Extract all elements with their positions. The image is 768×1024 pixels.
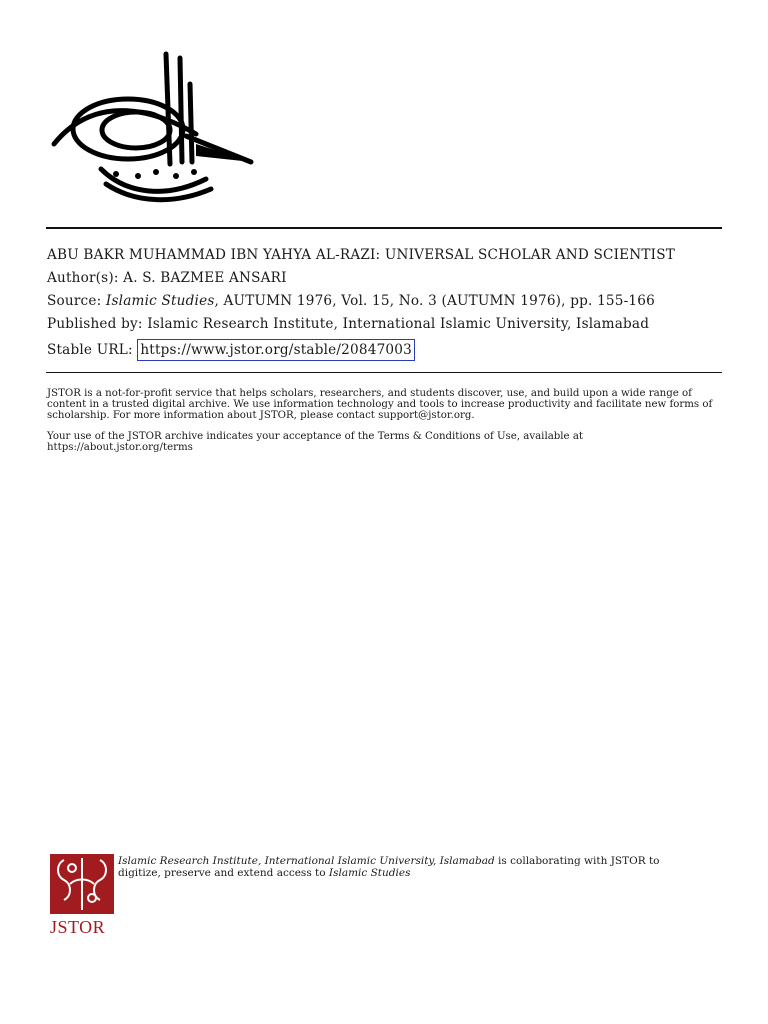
publisher-label: Published by: bbox=[47, 316, 143, 332]
authors-label: Author(s): bbox=[47, 270, 119, 286]
footer-journal: Islamic Studies bbox=[328, 866, 411, 879]
article-title: ABU BAKR MUHAMMAD IBN YAHYA AL-RAZI: UNIVERSAL SCHOLAR AND SCIENTIST bbox=[47, 247, 675, 263]
authors-value: A. S. BAZMEE ANSARI bbox=[123, 270, 287, 286]
stable-url-link[interactable]: https://www.jstor.org/stable/20847003 bbox=[137, 339, 415, 361]
source-line bbox=[47, 290, 727, 313]
collaboration-sentence: is collaborating with JSTOR to digitize, preserve and extend access to bbox=[118, 855, 660, 879]
collaboration-text bbox=[118, 856, 678, 879]
mid-divider bbox=[46, 372, 722, 373]
notice-paragraph-2: Your use of the JSTOR archive indicates your acceptance of the Terms & Conditions of Use, available at https://about.jstor.org/terms bbox=[47, 431, 583, 453]
publisher-line bbox=[47, 313, 727, 336]
jstor-wordmark: JSTOR bbox=[50, 917, 106, 937]
source-label: Source: bbox=[47, 293, 102, 309]
article-metadata bbox=[47, 244, 727, 364]
notice-paragraph-1: JSTOR is a not-for-profit service that helps scholars, researchers, and students discover, use, and build upon a wide range of content in a trusted digital archive. We use information technology and tools to increase productivity and facilitate new forms of scholarship. For more information about JSTOR, please contact support@jstor.org. bbox=[47, 388, 713, 421]
source-journal: Islamic Studies bbox=[105, 293, 215, 309]
publisher-value: Islamic Research Institute, International Islamic University, Islamabad bbox=[147, 316, 650, 332]
jstor-notice bbox=[47, 388, 727, 463]
calligraphy-seal-logo bbox=[46, 44, 256, 204]
authors-line bbox=[47, 267, 727, 290]
partner-name: Islamic Research Institute, International Islamic University, Islamabad bbox=[118, 855, 495, 867]
jstor-logo-icon bbox=[50, 854, 114, 914]
top-divider bbox=[46, 227, 722, 229]
stable-url-line bbox=[47, 337, 727, 364]
source-detail: , AUTUMN 1976, Vol. 15, No. 3 (AUTUMN 1976), pp. 155-166 bbox=[214, 293, 655, 309]
stable-url-label: Stable URL: bbox=[47, 342, 133, 358]
